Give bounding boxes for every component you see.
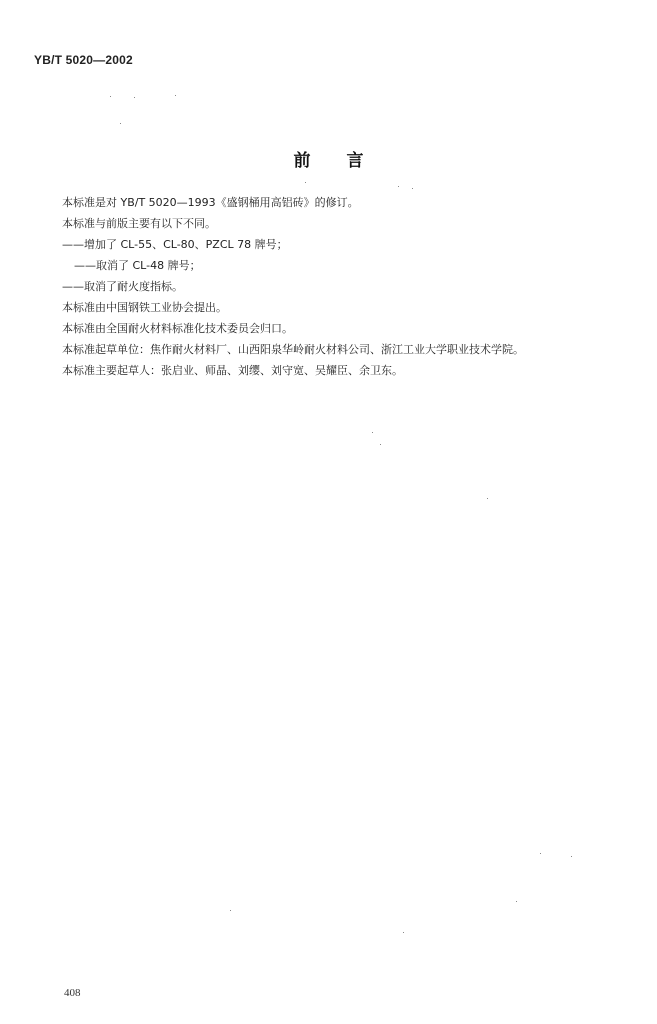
scan-speck — [230, 910, 231, 911]
scan-speck — [487, 498, 488, 499]
scan-speck — [120, 123, 121, 124]
paragraph-revision-statement: 本标准是对 YB/T 5020—1993《盛钢桶用高铝砖》的修订。 — [62, 196, 359, 209]
scan-speck — [412, 188, 413, 189]
paragraph-drafting-units: 本标准起草单位：焦作耐火材料厂、山西阳泉华岭耐火材料公司、浙江工业大学职业技术学院。 — [62, 343, 524, 356]
page-number: 408 — [64, 987, 81, 999]
standard-code-header: YB/T 5020—2002 — [34, 53, 133, 67]
list-item-removed-refractoriness: ——取消了耐火度指标。 — [62, 280, 183, 293]
scan-speck — [403, 932, 404, 933]
paragraph-proposed-by: 本标准由中国钢铁工业协会提出。 — [62, 301, 227, 314]
scan-speck — [516, 901, 517, 902]
scan-speck — [372, 432, 373, 433]
scan-speck — [110, 96, 111, 97]
scan-speck — [380, 444, 381, 445]
scan-speck — [175, 95, 176, 96]
paragraph-drafters: 本标准主要起草人：张启业、师晶、刘缨、刘守宽、吴耀臣、余卫东。 — [62, 364, 403, 377]
preface-body — [62, 192, 642, 381]
scan-speck — [134, 97, 135, 98]
scan-speck — [540, 853, 541, 854]
preface-title: 前言 — [293, 151, 400, 171]
scan-speck — [398, 186, 399, 187]
scan-speck — [571, 856, 572, 857]
scan-speck — [305, 182, 306, 183]
paragraph-differences-intro: 本标准与前版主要有以下不同。 — [62, 217, 216, 230]
list-item-removed-grade: ——取消了 CL-48 牌号； — [74, 259, 201, 272]
list-item-added-grades: ——增加了 CL-55、CL-80、PZCL 78 牌号； — [62, 238, 288, 251]
paragraph-administered-by: 本标准由全国耐火材料标准化技术委员会归口。 — [62, 322, 293, 335]
